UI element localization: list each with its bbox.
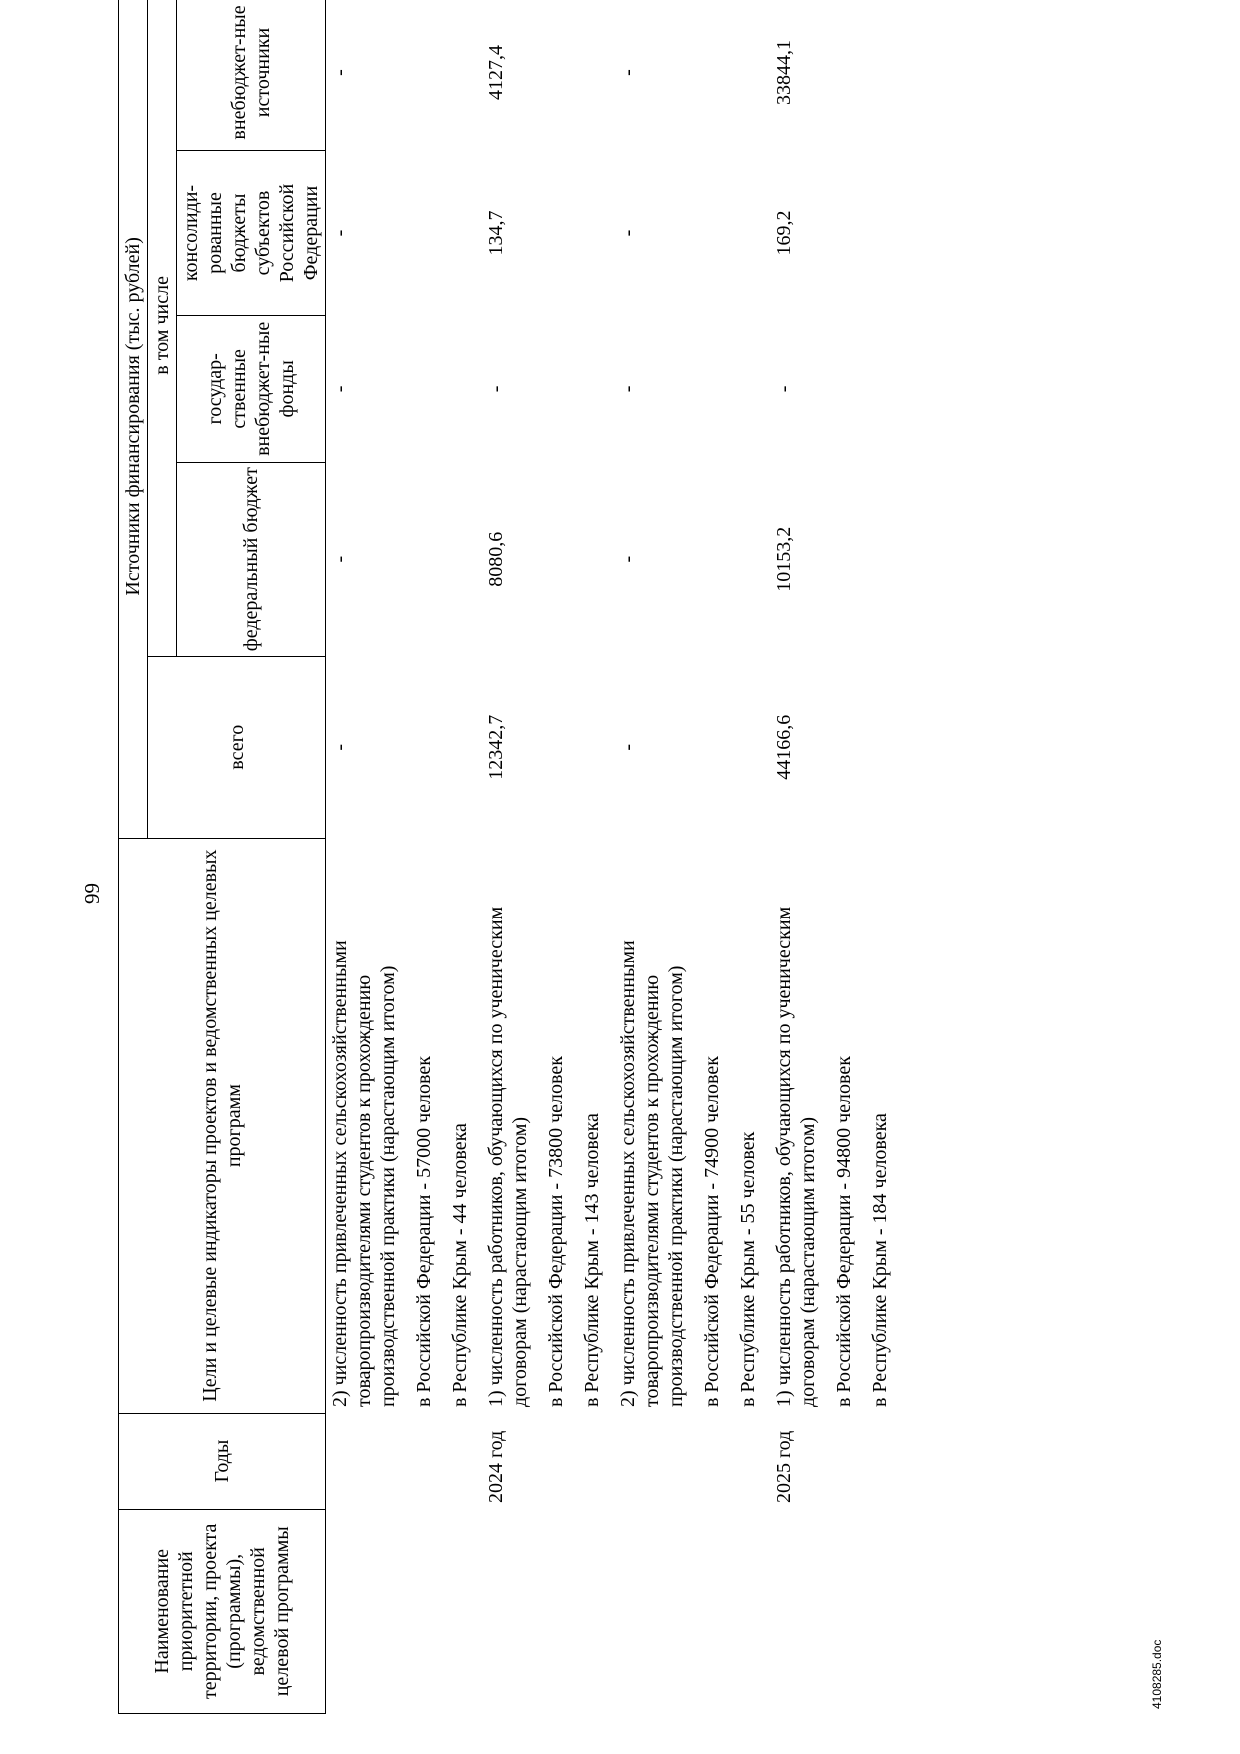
cell-year: 2025 год [773, 1430, 795, 1504]
cell-offbudget: - [329, 69, 351, 76]
goal-text: 1) численность работников, обучающихся по ученическим договорам (нарастающим итогом) [485, 906, 531, 1408]
cell-consolidated: - [329, 229, 351, 237]
cell-federal: - [617, 555, 639, 563]
cell-goals [482, 838, 614, 1413]
funding-table [118, 0, 902, 1714]
goal-sub-rf: в Российской Федерации - 74900 человек [701, 1056, 723, 1408]
table-row [614, 0, 770, 1714]
goal-sub-rf: в Российской Федерации - 57000 человек [413, 1056, 435, 1408]
header-offbudget-sources: внебюджет-ные источники [177, 0, 326, 150]
cell-offbudget: - [617, 69, 639, 76]
page-number: 99 [80, 883, 104, 904]
cell-consolidated: - [617, 229, 639, 237]
cell-total: - [617, 743, 639, 751]
cell-year [326, 1413, 483, 1509]
cell-name [614, 1509, 770, 1713]
goal-sub-crimea: в Республике Крым - 55 человек [737, 1131, 759, 1408]
cell-offbudget: 4127,4 [485, 44, 507, 100]
goal-sub-crimea: в Республике Крым - 143 человека [581, 1113, 603, 1408]
cell-federal: 8080,6 [485, 531, 507, 587]
cell-consolidated: 134,7 [485, 210, 507, 256]
cell-total: 44166,6 [773, 714, 795, 780]
goal-text: 2) численность привлеченных сельскохозяйственными товаропроизводителями студентов к прохождению производственной практики (нарастающим итогом) [329, 940, 399, 1408]
header-goals: Цели и целевые индикаторы проектов и ведомственных целевых программ [119, 838, 326, 1413]
cell-state-funds: - [329, 385, 351, 393]
goal-sub-crimea: в Республике Крым - 184 человека [869, 1113, 891, 1408]
table-row [482, 0, 614, 1714]
goal-sub-crimea: в Республике Крым - 44 человека [449, 1123, 471, 1408]
cell-goals [614, 838, 770, 1413]
header-years: Годы [119, 1413, 326, 1509]
cell-offbudget: 33844,1 [773, 39, 795, 105]
cell-state-funds: - [773, 385, 795, 393]
table-row [326, 0, 483, 1714]
cell-consolidated: 169,2 [773, 210, 795, 256]
header-name: Наименование приоритетной территории, проекта (программы), ведомственной целевой программы [119, 1509, 326, 1713]
goal-text: 2) численность привлеченных сельскохозяйственными товаропроизводителями студентов к прохождению производственной практики (нарастающим итогом) [617, 940, 687, 1408]
cell-federal: 10153,2 [773, 526, 795, 592]
table-row [770, 0, 902, 1714]
cell-name [770, 1509, 902, 1713]
goal-sub-rf: в Российской Федерации - 73800 человек [545, 1056, 567, 1408]
cell-state-funds: - [617, 385, 639, 393]
goal-sub-rf: в Российской Федерации - 94800 человек [833, 1056, 855, 1408]
header-state-offbudget-funds: государ-ственные внебюджет-ные фонды [177, 316, 326, 463]
cell-goals [770, 838, 902, 1413]
cell-year [614, 1413, 770, 1509]
header-funding-sources: Источники финансирования (тыс. рублей) [119, 0, 148, 838]
header-total: всего [148, 656, 326, 838]
cell-federal: - [329, 555, 351, 563]
cell-year: 2024 год [485, 1430, 507, 1504]
header-federal-budget: федеральный бюджет [177, 462, 326, 656]
cell-state-funds: - [485, 385, 507, 393]
cell-total: 12342,7 [485, 714, 507, 780]
cell-name [482, 1509, 614, 1713]
table-body [326, 0, 903, 1714]
document-id: 4108285.doc [1150, 1639, 1164, 1709]
goal-text: 1) численность работников, обучающихся по ученическим договорам (нарастающим итогом) [773, 906, 819, 1408]
cell-name [326, 1509, 483, 1713]
cell-total: - [329, 743, 351, 751]
header-consolidated-budgets: консолиди-рованные бюджеты субъектов Российской Федерации [177, 150, 326, 315]
cell-goals [326, 838, 483, 1413]
header-including: в том числе [148, 0, 177, 656]
